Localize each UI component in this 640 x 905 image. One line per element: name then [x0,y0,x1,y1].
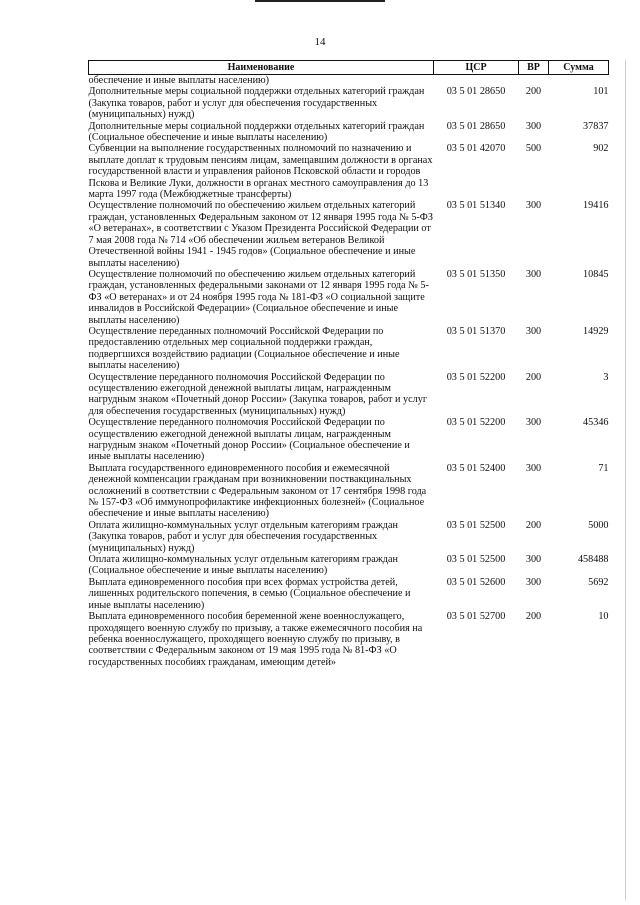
scan-top-mark [255,0,385,2]
row-sum: 45346 [583,417,609,429]
row-name: Дополнительные меры социальной поддержки отдельных категорий граждан (Закупка товаров, работ и услуг для обеспечения государственных (муниципальных) нужд) [88,86,425,121]
row-vr [519,75,549,87]
row-sum: 10845 [583,268,609,280]
table-row [89,86,609,120]
table-row [89,200,609,268]
table-row [89,463,609,520]
row-vr: 300 [525,554,542,566]
row-vr: 300 [525,268,542,280]
table-row [89,520,609,554]
row-name: Осуществление полномочий по обеспечению жильем отдельных категорий граждан, установленных федеральными законами от 12 января 1995 года № 5-ФЗ «О ветеранах» и от 24 ноября 1995 года № 181-ФЗ «О социальной защите инвалидов в Российской Федерации» (Социальное обеспечение и иные выплаты населению) [88,268,429,326]
row-vr: 200 [525,86,542,98]
row-name: Оплата жилищно-коммунальных услуг отдельным категориям граждан (Закупка товаров, работ и услуг для обеспечения государственных (муниципальных) нужд) [88,519,398,554]
row-csr: 03 5 01 52400 [446,462,506,474]
row-csr: 03 5 01 52600 [446,576,506,588]
row-sum: 902 [593,143,609,155]
row-csr: 03 5 01 51350 [446,268,506,280]
row-vr: 200 [525,611,542,623]
row-csr: 03 5 01 52200 [446,417,506,429]
row-sum: 101 [593,86,609,98]
table-row [89,554,609,577]
row-vr: 500 [525,143,542,155]
row-csr: 03 5 01 51370 [446,325,506,337]
header-csr: ЦСР [434,61,519,75]
header-sum: Сумма [549,61,609,75]
row-name: Осуществление переданных полномочий Российской Федерации по предоставлению отдельных мер социальной поддержки граждан, подвергшихся воздействию радиации (Социальное обеспечение и иные выплаты населению) [88,325,400,372]
row-vr: 300 [525,417,542,429]
table-row [89,326,609,372]
table-row [89,372,609,418]
row-csr: 03 5 01 42070 [446,143,506,155]
row-vr: 200 [525,371,542,383]
row-csr: 03 5 01 51340 [446,200,506,212]
row-csr: 03 5 01 28650 [446,86,506,98]
row-vr: 300 [525,576,542,588]
row-sum: 19416 [583,200,609,212]
table-header-row [89,61,609,75]
row-sum [549,75,609,87]
row-name: Субвенции на выполнение государственных полномочий по назначению и выплате доплат к трудовым пенсиям лицам, замещавшим должности в органах государственной власти и управления районов Псковской области и городов Пскова и Великие Луки, должности в органах местного самоуправления до 13 марта 1997 года (Межбюджетные трансферты) [88,143,433,201]
row-sum: 37837 [583,120,609,132]
header-vr: ВР [519,61,549,75]
row-name: Оплата жилищно-коммунальных услуг отдельным категориям граждан (Социальное обеспечение и иные выплаты населению) [88,554,398,577]
row-name: Осуществление переданного полномочия Российской Федерации по осуществлению ежегодной денежной выплаты лицам, награжденным нагрудным знаком «Почетный донор России» (Закупка товаров, работ и услуг для обеспечения государственных (муниципальных) нужд) [88,371,428,417]
row-name: Выплата единовременного пособия беременной жене военнослужащего, проходящего военную службу по призыву, а также ежемесячного пособия на ребенка военнослужащего, проходящего военную службу по призыву, в соответствии с Федеральным законом от 19 мая 1995 года № 81-ФЗ «О государственных пособиях гражданам, имеющим детей» [88,611,423,668]
row-name: Выплата единовременного пособия при всех формах устройства детей, лишенных родительского попечения, в семью (Социальное обеспечение и иные выплаты населению) [88,576,411,611]
row-vr: 300 [525,120,542,132]
row-csr: 03 5 01 52200 [446,371,506,383]
budget-table [88,60,609,668]
row-csr: 03 5 01 52700 [446,611,506,623]
row-sum: 71 [598,462,609,474]
row-csr: 03 5 01 52500 [446,554,506,566]
row-sum: 10 [598,611,609,623]
row-sum: 5692 [588,576,609,588]
table-body [89,75,609,669]
table-row [89,143,609,200]
row-csr [434,75,519,87]
row-vr: 300 [525,462,542,474]
row-name: Выплата государственного единовременного пособия и ежемесячной денежной компенсации гражданам при возникновении поствакцинальных осложнений в соответствии с Федеральным законом от 17 сентября 1998 года № 157-ФЗ «Об иммунопрофилактике инфекционных болезней» (Социальное обеспечение и иные выплаты населению) [88,462,427,520]
row-csr: 03 5 01 28650 [446,120,506,132]
table-row [89,269,609,326]
row-sum: 3 [603,371,609,383]
table-row [89,577,609,611]
row-vr: 300 [525,200,542,212]
table-row [89,75,609,87]
row-csr: 03 5 01 52500 [446,519,506,531]
row-name: Осуществление полномочий по обеспечению жильем отдельных категорий граждан, установленных Федеральным законом от 12 января 1995 года № 5-ФЗ «О ветеранах», в соответствии с Указом Президента Российской Федерации от 7 мая 2008 года № 714 «Об обеспечении жильем ветеранов Великой Отечественной войны 1941 - 1945 годов» (Социальное обеспечение и иные выплаты населению) [88,200,433,269]
table-row [89,417,609,463]
table-row [89,121,609,144]
row-vr: 200 [525,519,542,531]
row-sum: 5000 [588,519,609,531]
scan-edge-line [625,60,626,900]
row-name: Осуществление переданного полномочия Российской Федерации по осуществлению ежегодной денежной выплаты лицам, награжденным нагрудным знаком «Почетный донор России» (Социальное обеспечение и иные выплаты населению) [88,417,410,463]
table-row [89,611,609,668]
row-sum: 458488 [577,554,609,566]
row-vr: 300 [525,325,542,337]
page-number: 14 [314,36,326,48]
row-sum: 14929 [583,325,609,337]
row-name: Дополнительные меры социальной поддержки отдельных категорий граждан (Социальное обеспечение и иные выплаты населению) [88,120,425,144]
row-name: обеспечение и иные выплаты населению) [88,75,270,86]
header-name: Наименование [89,61,434,75]
